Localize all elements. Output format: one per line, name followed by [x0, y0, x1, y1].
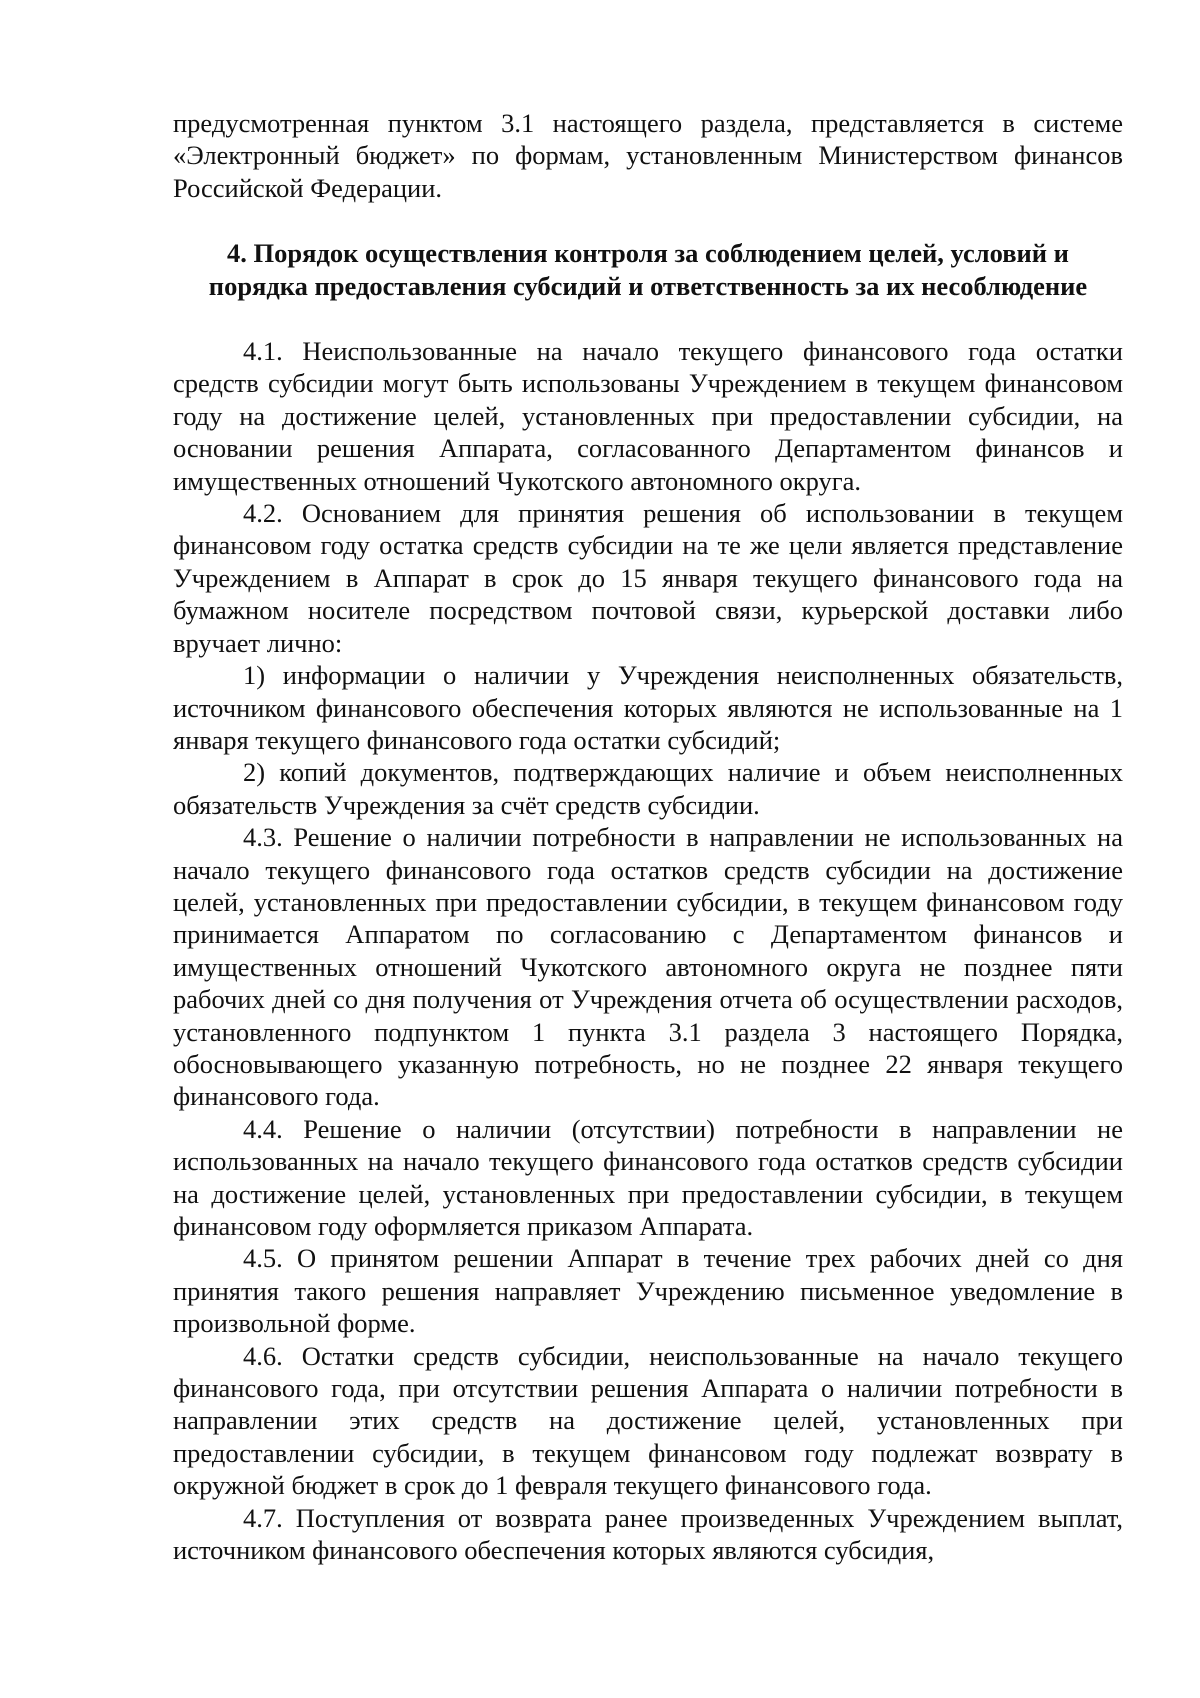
paragraph-4-7: 4.7. Поступления от возврата ранее произведенных Учреждением выплат, источником финансового обеспечения которых являются субсидия, [173, 1502, 1123, 1566]
paragraph-4-1: 4.1. Неиспользованные на начало текущего финансового года остатки средств субсидии могут быть использованы Учреждением в текущем финансовом году на достижение целей, установленных при предоставлении субсидии, на основании решения Аппарата, согласованного Департаментом финансов и имущественных отношений Чукотского автономного округа. [173, 336, 1123, 496]
section-heading-line-1: 4. Порядок осуществления контроля за соблюдением целей, условий и [227, 238, 1069, 269]
paragraph-4-6: 4.6. Остатки средств субсидии, неиспользованные на начало текущего финансового года, при отсутствии решения Аппарата о наличии потребности в направлении этих средств на достижение целей, установленных при предоставлении субсидии, в текущем финансовом году подлежат возврату в окружной бюджет в срок до 1 февраля текущего финансового года. [173, 1340, 1123, 1501]
paragraph-4-3: 4.3. Решение о наличии потребности в направлении не использованных на начало текущего финансового года остатков средств субсидии на достижение целей, установленных при предоставлении субсидии, в текущем финансовом году принимается Аппаратом по согласованию с Департаментом финансов и имущественных отношений Чукотского автономного округа не позднее пяти рабочих дней со дня получения от Учреждения отчета об осуществлении расходов, установленного подпунктом 1 пункта 3.1 раздела 3 настоящего Порядка, обосновывающего указанную потребность, но не позднее 22 января текущего финансового года. [173, 822, 1123, 1112]
document-page [173, 107, 1123, 1566]
paragraph-4-4: 4.4. Решение о наличии (отсутствии) потребности в направлении не использованных на начало текущего финансового года остатков средств субсидии на достижение целей, установленных при предоставлении субсидии, в текущем финансовом году оформляется приказом Аппарата. [173, 1113, 1123, 1241]
section-heading-line-2: порядка предоставления субсидий и ответственность за их несоблюдение [208, 270, 1088, 301]
paragraph-4-5: 4.5. О принятом решении Аппарат в течение трех рабочих дней со дня принятия такого решения направляет Учреждению письменное уведомление в произвольной форме. [173, 1243, 1123, 1339]
section-heading [173, 237, 1123, 302]
paragraph-4-2-item-1: 1) информации о наличии у Учреждения неисполненных обязательств, источником финансового обеспечения которых являются не использованные на 1 января текущего финансового года остатки субсидий; [173, 660, 1123, 755]
paragraph-4-2: 4.2. Основанием для принятия решения об использовании в текущем финансовом году остатка средств субсидии на те же цели является представление Учреждением в Аппарат в срок до 15 января текущего финансового года на бумажном носителе посредством почтовой связи, курьерской доставки либо вручает лично: [173, 498, 1123, 658]
intro-paragraph: предусмотренная пунктом 3.1 настоящего раздела, представляется в системе «Электронный бюджет» по формам, установленным Министерством финансов Российской Федерации. [173, 108, 1123, 203]
paragraph-4-2-item-2: 2) копий документов, подтверждающих наличие и объем неисполненных обязательств Учреждения за счёт средств субсидии. [173, 757, 1123, 820]
